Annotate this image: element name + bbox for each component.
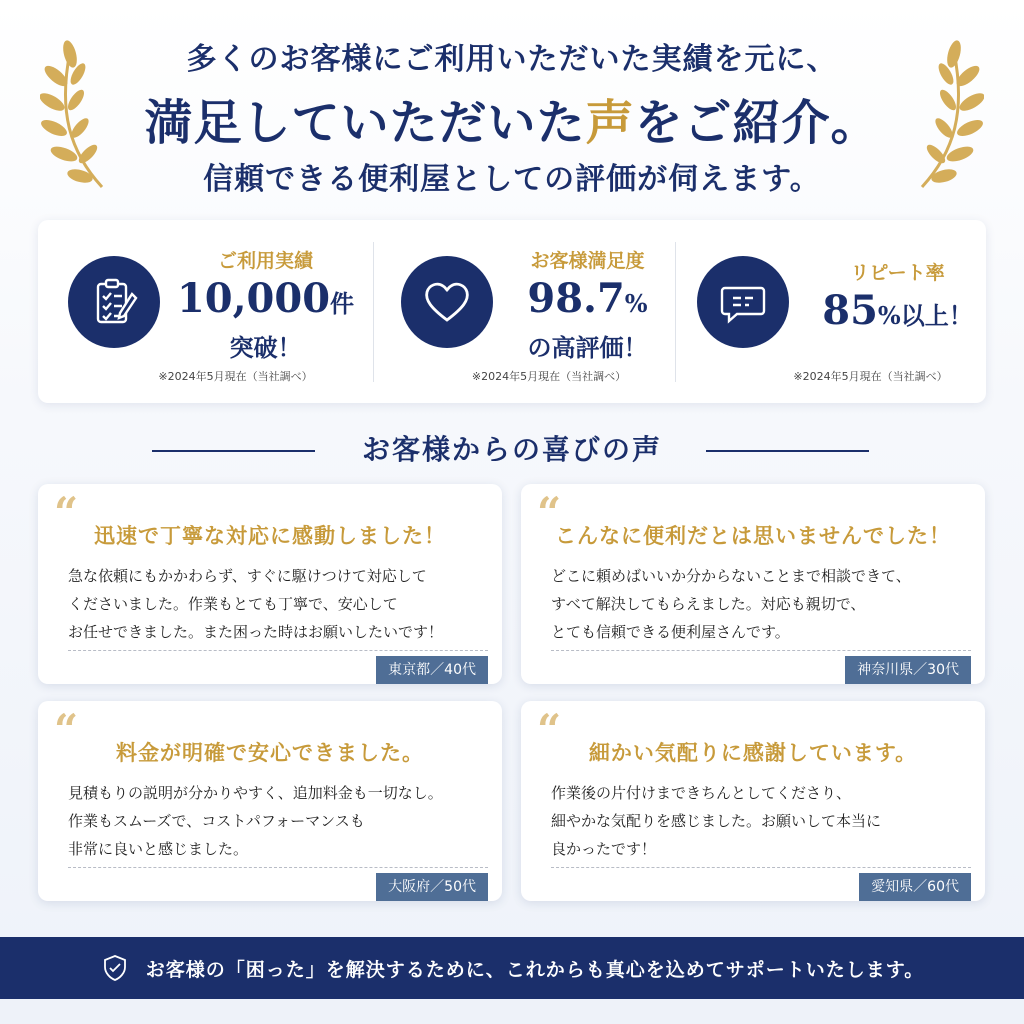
shield-check-icon	[100, 953, 130, 983]
testimonial-title: 料金が明確で安心できました。	[116, 740, 424, 765]
stat-sub: の高評価！	[527, 333, 648, 362]
quote-icon: “	[537, 705, 562, 754]
testimonial-body: 急な依頼にもかかわらず、すぐに駆けつけて対応して くださいました。作業もとても丁寧で、安心して お任せできました。また困った時はお願いしたいです！	[68, 567, 444, 641]
testimonial-tag: 神奈川県／30代	[845, 656, 971, 684]
dotted-divider	[68, 867, 488, 868]
stats-panel	[38, 220, 986, 403]
chat-bubble-icon	[697, 256, 789, 348]
stat-value: 85%以上！	[822, 287, 973, 334]
stat-value: 98.7%	[527, 275, 648, 322]
stat-value: 10,000件	[176, 275, 355, 322]
stat-note: ※2024年5月現在（当社調べ）	[793, 370, 948, 383]
quote-icon: “	[537, 488, 562, 537]
footer-banner	[0, 937, 1024, 999]
stat-repeat	[675, 220, 986, 403]
testimonial-body: どこに頼めばいいか分からないことまで相談できて、 すべて解決してもらえました。対応も親切で、 とても信頼できる便利屋さんです。	[551, 567, 911, 641]
dotted-divider	[551, 867, 971, 868]
testimonial-body: 作業後の片付けまできちんとしてくださり、 細やかな気配りを感じました。お願いして本当に 良かったです！	[551, 784, 882, 858]
testimonial-title: 迅速で丁寧な対応に感動しました！	[94, 523, 446, 548]
testimonial-card	[521, 484, 985, 684]
dotted-divider	[68, 650, 488, 651]
testimonial-card	[38, 484, 502, 684]
clipboard-checklist-icon	[68, 256, 160, 348]
stat-label: お客様満足度	[530, 250, 645, 272]
stat-label: リピート率	[850, 262, 945, 284]
testimonial-tag: 大阪府／50代	[376, 873, 488, 901]
header-line-3: 信頼できる便利屋としての評価が伺えます。	[203, 162, 821, 197]
testimonial-card	[38, 701, 502, 901]
headline-accent: 声	[585, 95, 635, 151]
testimonial-tag: 東京都／40代	[376, 656, 488, 684]
testimonial-tag: 愛知県／60代	[859, 873, 971, 901]
section-title: お客様からの喜びの声	[361, 433, 662, 466]
dotted-divider	[551, 650, 971, 651]
testimonial-card	[521, 701, 985, 901]
stat-sub: 突破！	[229, 333, 302, 362]
testimonial-title: こんなに便利だとは思いませんでした！	[555, 523, 951, 548]
stat-note: ※2024年5月現在（当社調べ）	[471, 370, 627, 383]
stat-satisfaction	[373, 220, 675, 403]
header-headline	[0, 84, 1024, 153]
testimonial-title: 細かい気配りに感謝しています。	[588, 740, 918, 765]
footer-text: お客様の「困った」を解決するために、これからも真心を込めてサポートいたします。	[145, 958, 925, 981]
quote-icon: “	[54, 705, 79, 754]
headline-main: 満足していただいた	[144, 95, 586, 151]
stat-usage	[38, 220, 373, 403]
header-line-1: 多くのお客様にご利用いただいた実績を元に、	[186, 42, 838, 77]
headline-end: をご紹介。	[634, 95, 880, 151]
stat-label: ご利用実績	[217, 250, 313, 272]
quote-icon: “	[54, 488, 79, 537]
heart-icon	[401, 256, 493, 348]
testimonial-body: 見積もりの説明が分かりやすく、追加料金も一切なし。 作業もスムーズで、コストパフォーマンスも 非常に良いと感じました。	[68, 784, 443, 858]
stat-note: ※2024年5月現在（当社調べ）	[158, 370, 313, 383]
